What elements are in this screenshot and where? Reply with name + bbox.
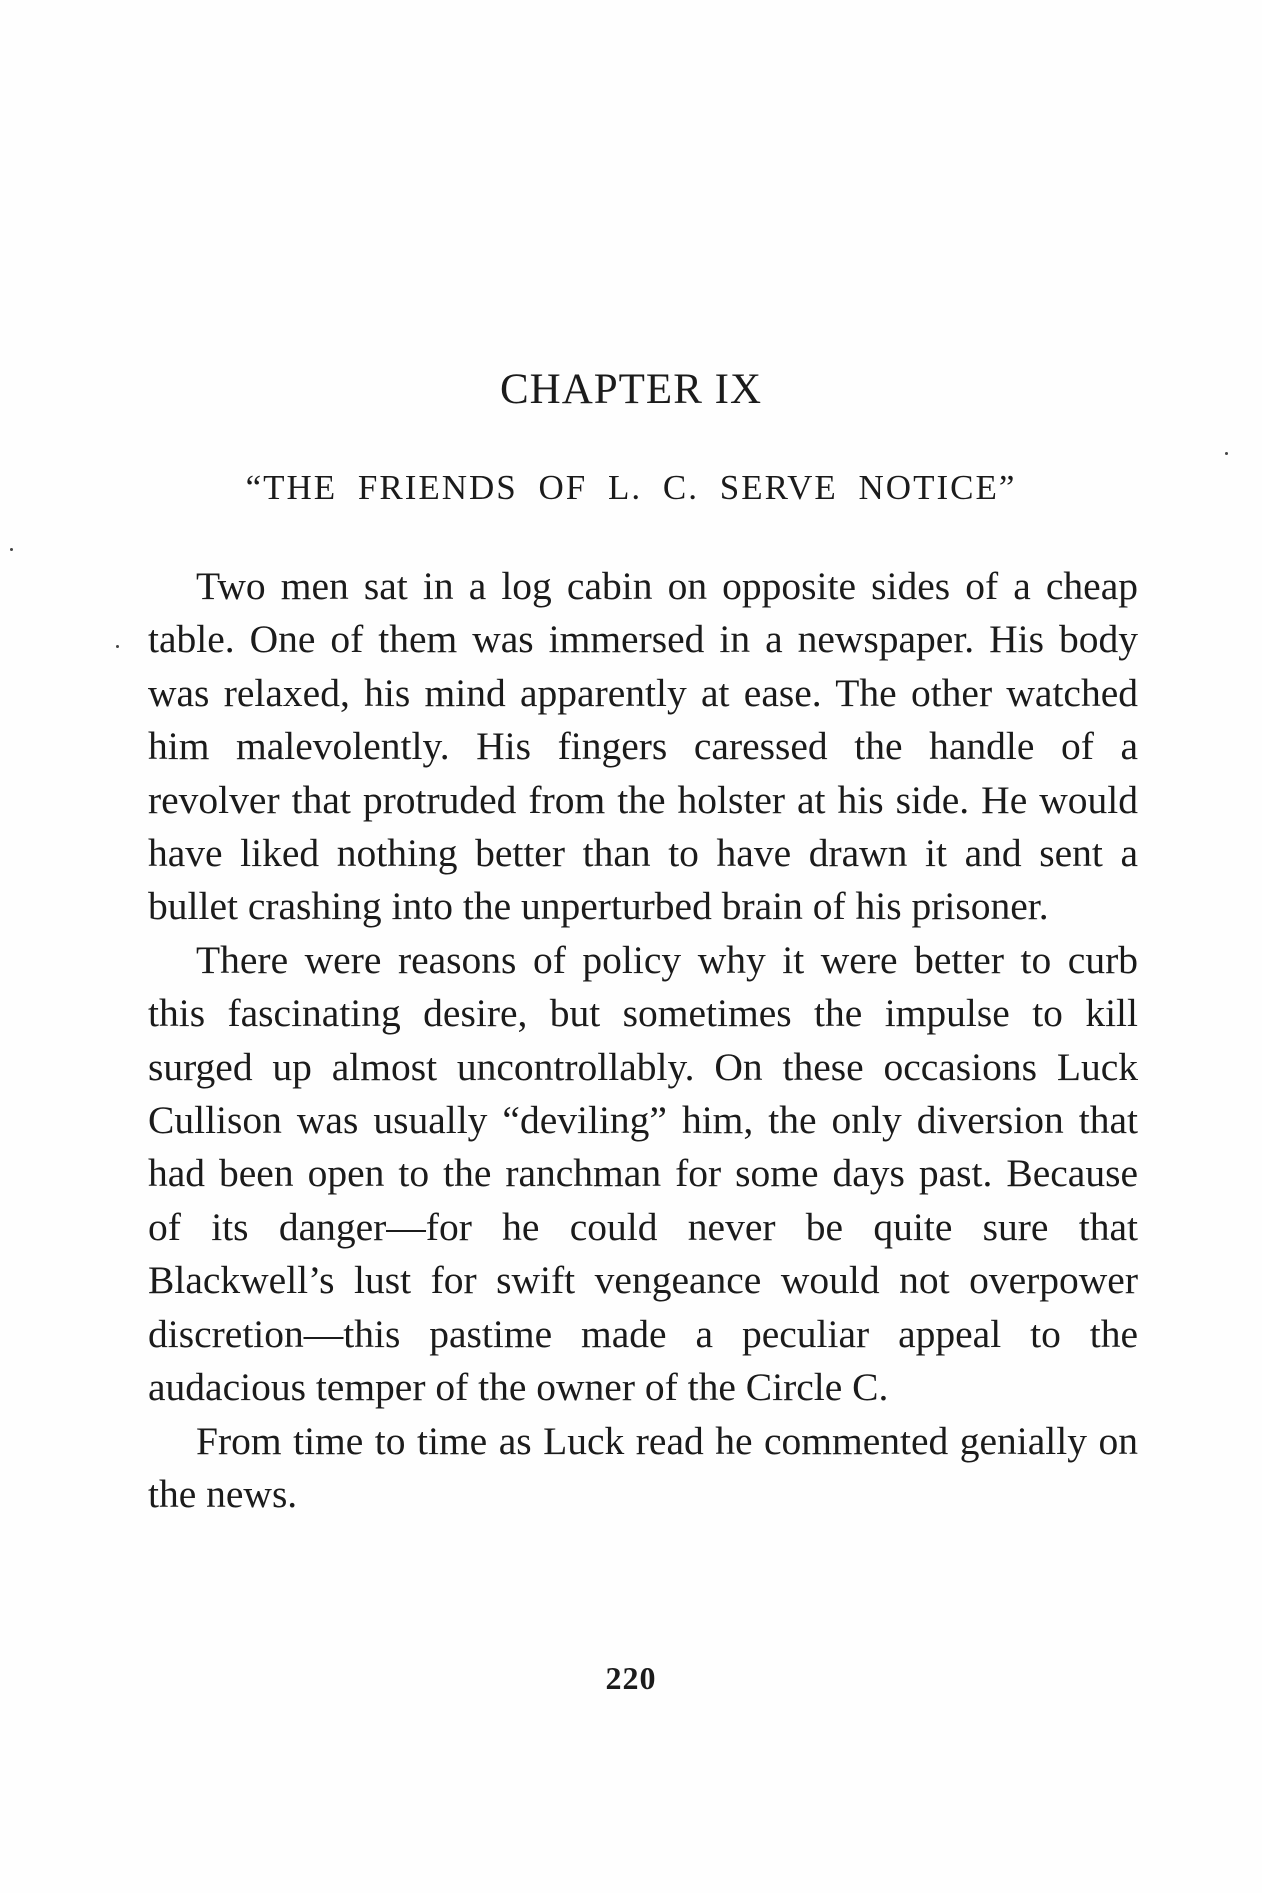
chapter-title: CHAPTER IX <box>499 366 763 413</box>
paragraph: There were reasons of policy why it were better to curb this fascinating desire, but sometimes the impulse to kill surged up almost uncontrollably. On these occasions Luck Cullison was usually “deviling” him, the only diversion that had been open to the ranchman for some days past. Because of its danger—for he could never be quite sure that Blackwell’s lust for swift vengeance would not overpower discretion—this pastime made a peculiar appeal to the audacious temper of the owner of the Circle C. <box>148 937 1138 1410</box>
paragraph: Two men sat in a log cabin on opposite sides of a cheap table. One of them was immersed in a newspaper. His body was relaxed, his mind apparently at ease. The other watched him malevolently. His fingers caressed the handle of a revolver that protruded from the holster at his side. He would have liked nothing better than to have drawn it and sent a bullet crashing into the unperturbed brain of his prisoner. <box>148 564 1138 929</box>
paragraph: From time to time as Luck read he commented genially on the news. <box>148 1418 1138 1516</box>
page-number: 220 <box>605 1660 657 1696</box>
scan-speck <box>1225 452 1228 455</box>
chapter-subtitle: “THE FRIENDS OF L. C. SERVE NOTICE” <box>245 468 1017 507</box>
chapter-body <box>148 560 1138 1521</box>
scan-speck <box>10 548 13 551</box>
scan-speck <box>116 645 119 648</box>
